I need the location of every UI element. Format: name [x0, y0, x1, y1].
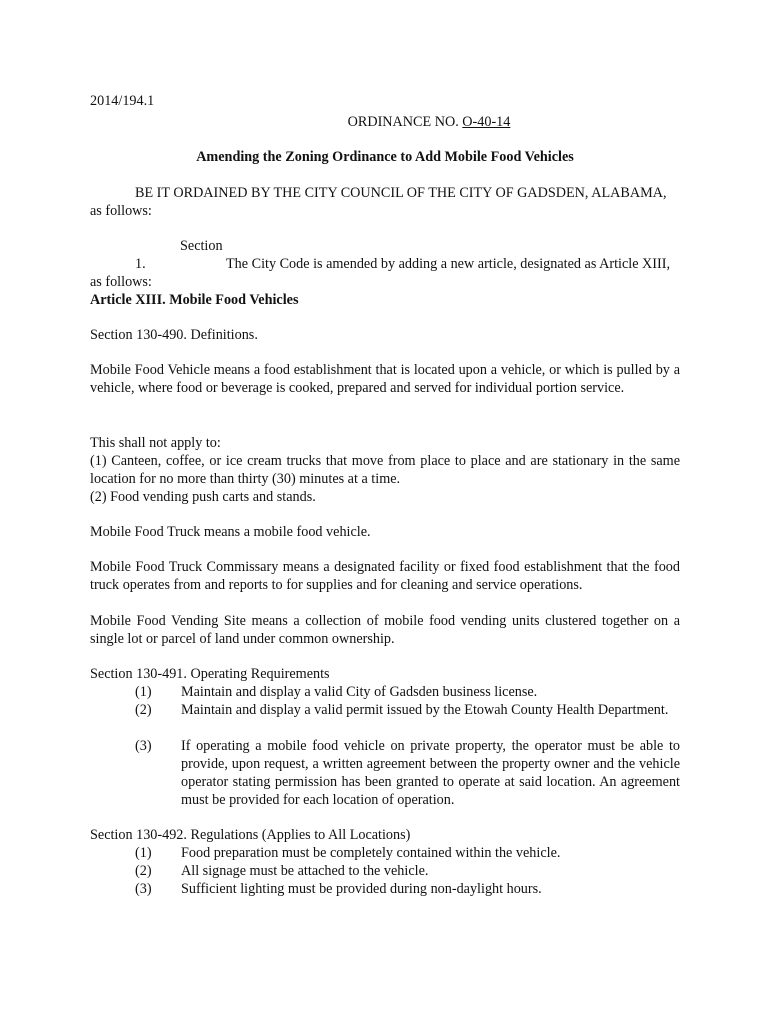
regulations-item-number: (3) — [135, 881, 152, 897]
operating-item-text: Maintain and display a valid permit issued by the Etowah County Health Department. — [181, 702, 669, 718]
operating-item — [90, 683, 680, 701]
operating-requirements-heading: Section 130-491. Operating Requirements — [90, 666, 330, 682]
regulations-item — [90, 880, 680, 898]
regulations-item-number: (1) — [135, 845, 152, 861]
ordinance-code: O-40-14 — [462, 114, 511, 130]
regulations-item-number: (2) — [135, 863, 152, 879]
regulations-item-text: Food preparation must be completely contained within the vehicle. — [181, 845, 561, 861]
ordinance-number — [90, 113, 680, 131]
document-id: 2014/194.1 — [90, 93, 155, 109]
operating-item — [90, 701, 680, 719]
regulations-item-text: Sufficient lighting must be provided during non-daylight hours. — [181, 881, 542, 897]
regulations-item-text: All signage must be attached to the vehicle. — [181, 863, 429, 879]
exemptions-intro: This shall not apply to: — [90, 435, 221, 451]
ordinance-prefix: ORDINANCE NO. — [347, 114, 463, 130]
section-1 — [90, 237, 680, 291]
regulations-item — [90, 862, 680, 880]
article-heading: Article XIII. Mobile Food Vehicles — [90, 292, 299, 308]
regulations-heading: Section 130-492. Regulations (Applies to All Locations) — [90, 827, 411, 843]
exemptions — [90, 434, 680, 506]
definition-mobile-food-truck: Mobile Food Truck means a mobile food vehicle. — [90, 524, 371, 540]
preamble: BE IT ORDAINED BY THE CITY COUNCIL OF THE CITY OF GADSDEN, ALABAMA, as follows: — [90, 185, 667, 219]
definition-vending-site: Mobile Food Vending Site means a collection of mobile food vending units clustered together on a single lot or parcel of land under common ownership. — [90, 613, 680, 647]
operating-item-number: (3) — [135, 738, 152, 754]
operating-item-text: Maintain and display a valid City of Gadsden business license. — [181, 684, 538, 700]
definition-commissary: Mobile Food Truck Commissary means a designated facility or fixed food establishment that the food truck operates from and reports to for supplies and for cleaning and service operations. — [90, 559, 680, 593]
definitions-heading: Section 130-490. Definitions. — [90, 327, 258, 343]
operating-item-number: (1) — [135, 684, 152, 700]
section-1-text: The City Code is amended by adding a new article, designated as Article XIII, as follows: — [90, 256, 671, 290]
operating-item — [90, 737, 680, 809]
operating-item-number: (2) — [135, 702, 152, 718]
regulations-item — [90, 844, 680, 862]
operating-item-text: If operating a mobile food vehicle on private property, the operator must be able to provide, upon request, a written agreement between the property owner and the vehicle operator stating permission has been granted to operate at said location. An agreement must be provided for each location of operation. — [181, 738, 680, 808]
exemption-item-1: (1) Canteen, coffee, or ice cream trucks that move from place to place and are stationary in the same location for no more than thirty (30) minutes at a time. — [90, 453, 680, 487]
ordinance-title: Amending the Zoning Ordinance to Add Mobile Food Vehicles — [196, 149, 574, 165]
definition-mobile-food-vehicle: Mobile Food Vehicle means a food establishment that is located upon a vehicle, or which is pulled by a vehicle, where food or beverage is cooked, prepared and served for individual portion service. — [90, 362, 680, 396]
section-1-label: Section 1. — [135, 238, 223, 272]
exemption-item-2: (2) Food vending push carts and stands. — [90, 489, 316, 505]
